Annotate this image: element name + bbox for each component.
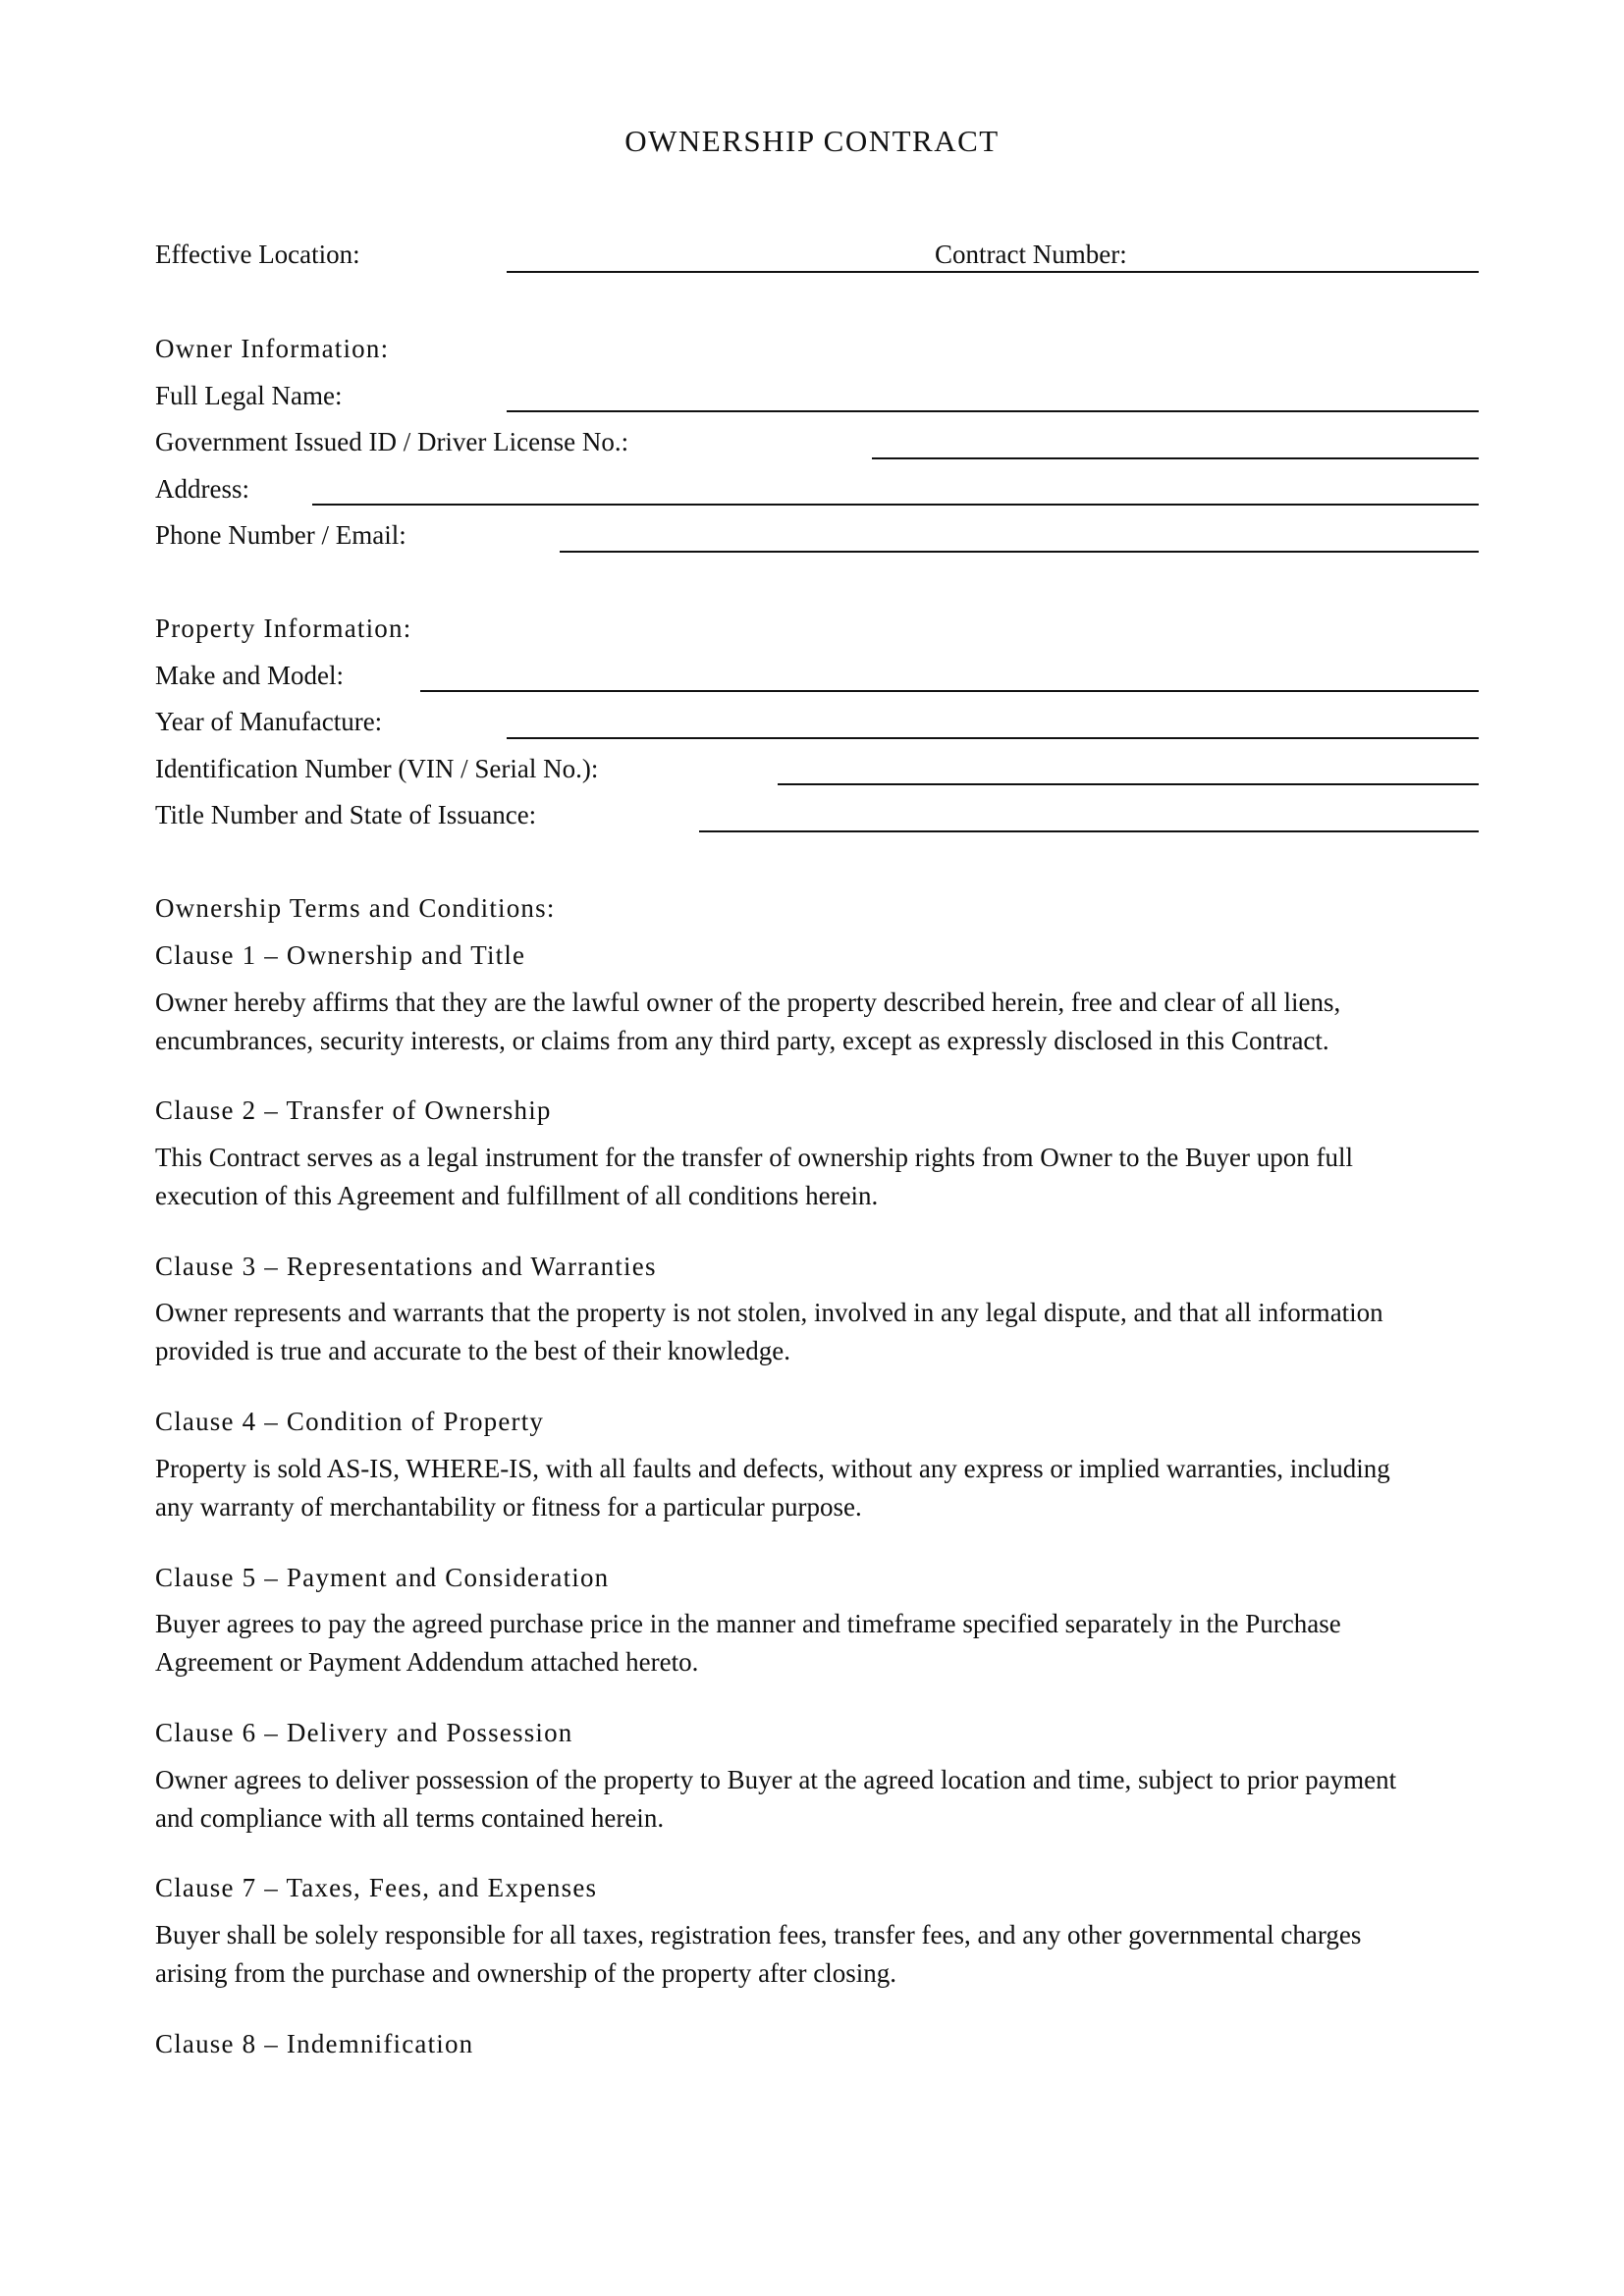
contract-number-label: Contract Number:: [935, 240, 1127, 269]
full-legal-name-field[interactable]: [507, 410, 1479, 412]
clause-1-title: Clause 1 – Ownership and Title: [155, 940, 526, 970]
clause-2-text: [155, 1139, 1490, 1215]
clause-6-text: [155, 1761, 1490, 1838]
year-manufacture-label: Year of Manufacture:: [155, 707, 383, 736]
clause-3-title: Clause 3 – Representations and Warranties: [155, 1252, 657, 1281]
clause-7-line-1: Buyer shall be solely responsible for all taxes, registration fees, transfer fees, and any other governmental charges: [155, 1920, 1362, 1949]
clause-8-title: Clause 8 – Indemnification: [155, 2029, 474, 2058]
property-section-heading: Property Information:: [155, 614, 412, 643]
clause-7-line-2: arising from the purchase and ownership of the property after closing.: [155, 1958, 897, 1988]
clause-2-line-2: execution of this Agreement and fulfillment of all conditions herein.: [155, 1181, 879, 1210]
year-manufacture-field[interactable]: [507, 737, 1479, 739]
clause-4-line-1: Property is sold AS-IS, WHERE-IS, with all faults and defects, without any express or implied warranties, including: [155, 1454, 1390, 1483]
clause-1-line-1: Owner hereby affirms that they are the lawful owner of the property described herein, free and clear of all liens,: [155, 988, 1341, 1017]
government-id-label: Government Issued ID / Driver License No.:: [155, 427, 629, 456]
clause-6-line-1: Owner agrees to deliver possession of the property to Buyer at the agreed location and time, subject to prior payment: [155, 1765, 1397, 1794]
effective-location-label: Effective Location:: [155, 240, 360, 269]
clause-1-line-2: encumbrances, security interests, or claims from any third party, except as expressly disclosed in this Contract.: [155, 1026, 1329, 1055]
clause-5-line-1: Buyer agrees to pay the agreed purchase price in the manner and timeframe specified separately in the Purchase: [155, 1609, 1341, 1638]
terms-section-heading: Ownership Terms and Conditions:: [155, 893, 556, 923]
clause-5-text: [155, 1605, 1490, 1682]
clause-7-title: Clause 7 – Taxes, Fees, and Expenses: [155, 1873, 598, 1902]
clause-5-line-2: Agreement or Payment Addendum attached hereto.: [155, 1647, 699, 1677]
address-label: Address:: [155, 474, 249, 504]
clause-5-title: Clause 5 – Payment and Consideration: [155, 1563, 610, 1592]
identification-number-field[interactable]: [778, 783, 1479, 785]
clause-4-title: Clause 4 – Condition of Property: [155, 1407, 545, 1436]
effective-location-field[interactable]: [507, 271, 1479, 273]
full-legal-name-label: Full Legal Name:: [155, 381, 343, 410]
title-number-label: Title Number and State of Issuance:: [155, 800, 537, 829]
address-field[interactable]: [312, 504, 1479, 506]
make-model-field[interactable]: [420, 690, 1479, 692]
clause-4-line-2: any warranty of merchantability or fitness for a particular purpose.: [155, 1492, 862, 1522]
title-number-field[interactable]: [699, 830, 1479, 832]
clause-1-text: [155, 984, 1490, 1060]
clause-3-text: [155, 1294, 1490, 1370]
clause-2-title: Clause 2 – Transfer of Ownership: [155, 1095, 552, 1125]
make-model-label: Make and Model:: [155, 661, 344, 690]
phone-email-label: Phone Number / Email:: [155, 520, 406, 550]
page-title: OWNERSHIP CONTRACT: [624, 124, 1000, 158]
clause-4-text: [155, 1450, 1490, 1526]
clause-7-text: [155, 1916, 1490, 1993]
clause-6-title: Clause 6 – Delivery and Possession: [155, 1718, 573, 1747]
identification-number-label: Identification Number (VIN / Serial No.):: [155, 754, 599, 783]
clause-2-line-1: This Contract serves as a legal instrument for the transfer of ownership rights from Owner to the Buyer upon full: [155, 1143, 1353, 1172]
clause-3-line-1: Owner represents and warrants that the property is not stolen, involved in any legal dispute, and that all information: [155, 1298, 1383, 1327]
clause-6-line-2: and compliance with all terms contained herein.: [155, 1803, 665, 1833]
owner-section-heading: Owner Information:: [155, 334, 390, 363]
clause-3-line-2: provided is true and accurate to the best of their knowledge.: [155, 1336, 791, 1365]
government-id-field[interactable]: [872, 457, 1479, 459]
phone-email-field[interactable]: [560, 551, 1479, 553]
